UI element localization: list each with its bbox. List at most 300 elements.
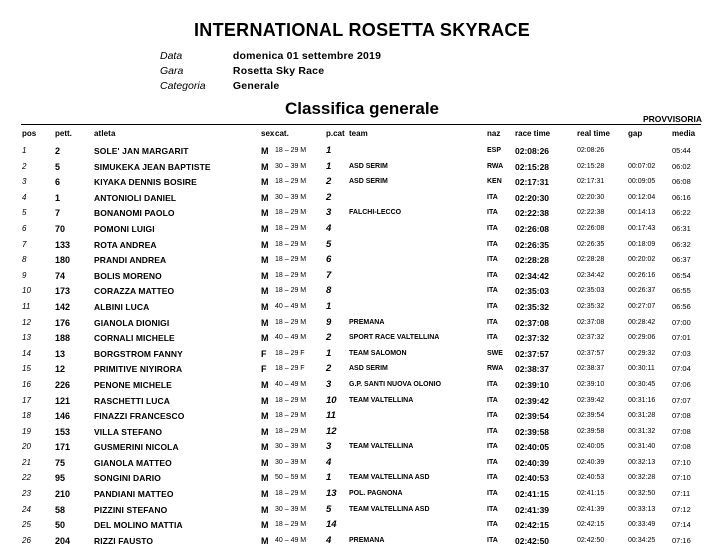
cell-athlete: ALBINI LUCA: [94, 301, 150, 312]
table-row: [0, 502, 724, 518]
cell-real-time: 02:38:37: [577, 365, 605, 373]
cell-bib: 153: [55, 426, 71, 437]
cell-category: 18 – 29 M: [275, 147, 307, 154]
table-row: [0, 237, 724, 253]
cell-cat-position: 2: [326, 176, 332, 188]
cell-bib: 204: [55, 535, 71, 546]
cell-position: 24: [22, 504, 31, 514]
cell-team: ASD SERIM: [349, 365, 388, 373]
cell-pace: 05:44: [672, 146, 691, 155]
cell-cat-position: 1: [326, 145, 332, 156]
cell-gap: 00:26:37: [628, 287, 656, 295]
cell-bib: 226: [55, 379, 71, 390]
col-sex: sex: [261, 129, 275, 138]
cell-athlete: SIMUKEKA JEAN BAPTISTE: [94, 161, 211, 172]
cell-sex: M: [261, 379, 269, 390]
cell-position: 9: [22, 270, 27, 280]
cell-position: 14: [22, 348, 31, 358]
cell-position: 6: [22, 223, 27, 233]
cell-bib: 2: [55, 146, 61, 156]
cell-category: 18 – 29 M: [275, 178, 307, 186]
cell-athlete: GUSMERINI NICOLA: [94, 442, 179, 453]
cell-real-time: 02:26:08: [577, 224, 605, 232]
cell-real-time: 02:37:32: [577, 334, 605, 342]
cell-athlete: ROTA ANDREA: [94, 239, 157, 250]
race-info: [160, 49, 381, 94]
info-race: [160, 64, 381, 79]
cell-position: 25: [22, 520, 31, 530]
cell-bib: 176: [55, 317, 71, 328]
table-row: [0, 517, 724, 533]
cell-cat-position: 11: [326, 410, 336, 422]
cell-position: 11: [22, 301, 31, 311]
cell-pace: 06:54: [672, 270, 691, 280]
cell-category: 18 – 29 M: [275, 209, 307, 217]
cell-category: 18 – 29 M: [275, 318, 307, 326]
cell-sex: M: [261, 255, 269, 266]
cell-team: TEAM VALTELLINA ASD: [349, 505, 430, 513]
cell-nation: ITA: [487, 209, 498, 217]
cell-real-time: 02:26:35: [577, 240, 605, 248]
table-row: [0, 268, 724, 284]
cell-pace: 07:06: [672, 379, 691, 389]
cell-pace: 07:08: [672, 411, 691, 421]
cell-real-time: 02:40:05: [577, 443, 605, 451]
info-value: domenica 01 settembre 2019: [232, 50, 382, 62]
cell-real-time: 02:41:39: [577, 505, 605, 513]
col-team: team: [349, 129, 368, 138]
cell-nation: ITA: [487, 474, 498, 482]
provisional-label: PROVVISORIA: [642, 114, 702, 124]
cell-cat-position: 12: [326, 425, 337, 437]
cell-real-time: 02:39:54: [577, 412, 605, 420]
cell-nation: ITA: [487, 193, 498, 201]
cell-athlete: PRANDI ANDREA: [94, 255, 167, 266]
cell-bib: 7: [55, 208, 61, 219]
cell-sex: M: [261, 426, 269, 437]
cell-race-time: 02:40:39: [515, 457, 550, 468]
cell-pace: 06:22: [672, 208, 691, 218]
cell-cat-position: 2: [326, 191, 332, 203]
cell-athlete: GIANOLA MATTEO: [94, 457, 172, 468]
race-title: INTERNATIONAL ROSETTA SKYRACE: [193, 20, 531, 40]
table-row: [0, 361, 724, 377]
table-row: [0, 221, 724, 237]
cell-athlete: CORNALI MICHELE: [94, 333, 175, 344]
info-category: [160, 79, 381, 94]
cell-bib: 70: [55, 223, 66, 234]
cell-race-time: 02:41:39: [515, 504, 550, 515]
cell-nation: ITA: [487, 536, 498, 544]
cell-sex: M: [261, 270, 269, 281]
cell-nation: ITA: [487, 287, 498, 295]
cell-cat-position: 2: [326, 363, 332, 375]
cell-sex: M: [261, 239, 269, 250]
cell-gap: 00:32:28: [628, 474, 656, 482]
cell-race-time: 02:40:53: [515, 473, 550, 484]
cell-athlete: CORAZZA MATTEO: [94, 286, 175, 297]
cell-real-time: 02:41:15: [577, 490, 605, 498]
cell-bib: 133: [55, 239, 71, 250]
cell-sex: M: [261, 208, 269, 219]
cell-real-time: 02:39:42: [577, 396, 605, 404]
cell-athlete: SONGINI DARIO: [94, 473, 161, 484]
cell-gap: 00:09:05: [628, 178, 656, 186]
cell-nation: ITA: [487, 443, 498, 451]
cell-category: 18 – 29 M: [275, 490, 307, 498]
col-bib: pett.: [55, 129, 72, 138]
cell-cat-position: 8: [326, 285, 332, 297]
table-row: [0, 408, 724, 424]
cell-sex: M: [261, 457, 269, 468]
cell-race-time: 02:39:54: [515, 411, 550, 422]
cell-sex: M: [261, 146, 269, 156]
cell-race-time: 02:39:42: [515, 395, 550, 406]
cell-nation: ITA: [487, 458, 498, 466]
cell-pace: 07:08: [672, 442, 691, 452]
cell-category: 18 – 29 M: [275, 224, 307, 232]
cell-pace: 06:02: [672, 161, 691, 171]
cell-pace: 07:10: [672, 457, 691, 467]
cell-cat-position: 3: [326, 378, 332, 390]
cell-category: 30 – 39 M: [275, 458, 307, 466]
cell-cat-position: 1: [326, 160, 332, 172]
cell-bib: 173: [55, 286, 71, 297]
cell-position: 18: [22, 411, 31, 421]
cell-athlete: FINAZZI FRANCESCO: [94, 411, 185, 422]
cell-athlete: BORGSTROM FANNY: [94, 348, 183, 359]
cell-race-time: 02:28:28: [515, 255, 550, 266]
cell-sex: M: [261, 395, 269, 406]
cell-position: 19: [22, 426, 31, 436]
cell-gap: 00:33:13: [628, 505, 656, 513]
cell-category: 18 – 29 M: [275, 427, 307, 435]
cell-cat-position: 4: [326, 222, 332, 234]
cell-team: PREMANA: [349, 536, 385, 544]
cell-race-time: 02:26:08: [515, 223, 550, 234]
cell-position: 7: [22, 239, 27, 249]
cell-race-time: 02:26:35: [515, 239, 550, 250]
cell-real-time: 02:37:08: [577, 318, 605, 326]
cell-position: 13: [22, 333, 31, 343]
cell-race-time: 02:35:32: [515, 301, 550, 312]
cell-athlete: RASCHETTI LUCA: [94, 395, 171, 406]
cell-category: 30 – 39 M: [275, 162, 307, 170]
cell-nation: ITA: [487, 396, 498, 404]
cell-team: TEAM VALTELLINA ASD: [349, 474, 430, 482]
cell-nation: ITA: [487, 427, 498, 435]
table-row: [0, 190, 724, 206]
cell-sex: M: [261, 286, 269, 297]
col-cat-position: p.cat: [326, 129, 345, 138]
col-real-time: real time: [577, 129, 610, 138]
cell-athlete: PIZZINI STEFANO: [94, 504, 168, 515]
cell-sex: M: [261, 504, 269, 515]
cell-bib: 58: [55, 504, 66, 515]
cell-race-time: 02:39:58: [515, 426, 550, 437]
cell-cat-position: 5: [326, 238, 332, 250]
cell-cat-position: 6: [326, 254, 332, 266]
cell-category: 18 – 29 M: [275, 240, 307, 248]
cell-gap: 00:31:32: [628, 427, 656, 435]
cell-gap: 00:12:04: [628, 193, 656, 201]
cell-real-time: 02:35:03: [577, 287, 605, 295]
table-row: [0, 299, 724, 315]
cell-pace: 06:31: [672, 223, 691, 233]
cell-nation: ITA: [487, 490, 498, 498]
cell-position: 5: [22, 208, 27, 218]
cell-bib: 188: [55, 333, 71, 344]
cell-gap: 00:17:43: [628, 224, 656, 232]
cell-real-time: 02:42:15: [577, 521, 605, 529]
ranking-title: Classifica generale: [284, 99, 440, 118]
cell-gap: 00:32:50: [628, 490, 656, 498]
cell-pace: 07:14: [672, 520, 691, 530]
cell-race-time: 02:08:26: [515, 146, 550, 156]
cell-sex: M: [261, 411, 269, 422]
cell-team: G.P. SANTI NUOVA OLONIO: [349, 380, 442, 388]
cell-gap: 00:30:45: [628, 380, 656, 388]
cell-bib: 1: [55, 192, 61, 203]
table-row: [0, 424, 724, 440]
cell-team: TEAM VALTELLINA: [349, 443, 414, 451]
cell-sex: F: [261, 364, 267, 375]
table-row: [0, 315, 724, 331]
table-row: [0, 455, 724, 471]
col-pace: media: [672, 129, 696, 138]
cell-sex: M: [261, 520, 269, 531]
cell-real-time: 02:08:26: [577, 147, 605, 154]
cell-sex: M: [261, 177, 269, 188]
cell-athlete: PENONE MICHELE: [94, 379, 172, 390]
cell-nation: ITA: [487, 302, 498, 310]
cell-real-time: 02:28:28: [577, 256, 605, 264]
cell-bib: 121: [55, 395, 71, 406]
cell-pace: 07:03: [672, 348, 691, 358]
cell-bib: 180: [55, 255, 71, 266]
cell-bib: 146: [55, 411, 71, 422]
cell-athlete: BOLIS MORENO: [94, 270, 162, 281]
cell-cat-position: 13: [326, 488, 337, 500]
cell-position: 20: [22, 442, 31, 452]
cell-race-time: 02:22:38: [515, 208, 550, 219]
cell-gap: 00:33:49: [628, 521, 656, 529]
cell-nation: ESP: [487, 147, 502, 154]
cell-nation: ITA: [487, 318, 498, 326]
cell-category: 30 – 39 M: [275, 193, 307, 201]
cell-category: 40 – 49 M: [275, 334, 307, 342]
cell-team: FALCHI-LECCO: [349, 209, 402, 217]
cell-position: 23: [22, 489, 31, 499]
cell-nation: ITA: [487, 412, 498, 420]
table-row: [0, 439, 724, 455]
col-category: cat.: [275, 129, 289, 138]
table-row: [0, 143, 724, 159]
cell-pace: 06:32: [672, 239, 691, 249]
cell-pace: 07:01: [672, 333, 691, 343]
info-label: Categoria: [160, 80, 206, 92]
cell-gap: 00:28:42: [628, 318, 656, 326]
cell-sex: M: [261, 161, 269, 172]
cell-position: 16: [22, 379, 31, 389]
cell-pace: 06:16: [672, 192, 691, 202]
cell-cat-position: 5: [326, 503, 332, 515]
table-header: [0, 125, 724, 143]
cell-athlete: DEL MOLINO MATTIA: [94, 520, 183, 531]
cell-real-time: 02:35:32: [577, 302, 605, 310]
table-row: [0, 486, 724, 502]
cell-real-time: 02:40:53: [577, 474, 605, 482]
table-row: [0, 283, 724, 299]
cell-bib: 75: [55, 457, 66, 468]
cell-real-time: 02:17:31: [577, 178, 605, 186]
cell-gap: 00:30:11: [628, 365, 655, 373]
cell-sex: M: [261, 301, 269, 312]
cell-position: 2: [22, 161, 27, 171]
cell-category: 30 – 39 M: [275, 443, 307, 451]
cell-category: 40 – 49 M: [275, 536, 307, 544]
cell-race-time: 02:17:31: [515, 177, 550, 188]
cell-category: 18 – 29 F: [275, 349, 305, 357]
cell-race-time: 02:15:28: [515, 161, 550, 172]
cell-real-time: 02:39:58: [577, 427, 605, 435]
cell-pace: 07:16: [672, 535, 691, 545]
cell-position: 17: [22, 395, 31, 405]
info-date: [160, 49, 381, 64]
cell-team: TEAM SALOMON: [349, 349, 407, 357]
cell-category: 18 – 29 M: [275, 521, 307, 529]
cell-team: ASD SERIM: [349, 162, 388, 170]
cell-bib: 210: [55, 489, 71, 500]
table-row: [0, 393, 724, 409]
cell-nation: ITA: [487, 380, 498, 388]
cell-position: 22: [22, 473, 31, 483]
cell-bib: 50: [55, 520, 66, 531]
cell-sex: F: [261, 348, 267, 359]
col-pos: pos: [22, 129, 37, 138]
cell-athlete: VILLA STEFANO: [94, 426, 163, 437]
cell-gap: 00:31:28: [628, 412, 656, 420]
cell-sex: M: [261, 333, 269, 344]
cell-gap: 00:31:40: [628, 443, 656, 451]
cell-nation: KEN: [487, 178, 502, 186]
cell-real-time: 02:34:42: [577, 271, 605, 279]
cell-race-time: 02:35:03: [515, 286, 550, 297]
cell-position: 26: [22, 535, 31, 545]
cell-athlete: GIANOLA DIONIGI: [94, 317, 170, 328]
cell-cat-position: 1: [326, 300, 332, 312]
cell-category: 18 – 29 M: [275, 287, 307, 295]
cell-category: 18 – 29 M: [275, 271, 307, 279]
cell-race-time: 02:39:10: [515, 379, 550, 390]
cell-gap: 00:29:06: [628, 334, 656, 342]
cell-bib: 142: [55, 301, 71, 312]
cell-real-time: 02:15:28: [577, 162, 605, 170]
cell-gap: 00:07:02: [628, 162, 656, 170]
cell-pace: 07:12: [672, 504, 691, 514]
cell-athlete: KIYAKA DENNIS BOSIRE: [94, 177, 197, 188]
cell-position: 1: [22, 146, 27, 155]
results-table: [0, 125, 724, 548]
cell-category: 18 – 29 F: [275, 365, 305, 373]
cell-athlete: PANDIANI MATTEO: [94, 489, 174, 500]
cell-race-time: 02:20:30: [515, 192, 550, 203]
cell-sex: M: [261, 535, 269, 546]
cell-pace: 07:11: [672, 489, 691, 499]
table-row: [0, 330, 724, 346]
table-row: [0, 205, 724, 221]
cell-cat-position: 3: [326, 441, 332, 453]
cell-nation: RWA: [487, 162, 504, 170]
cell-pace: 06:37: [672, 255, 691, 265]
cell-gap: 00:29:32: [628, 349, 656, 357]
cell-race-time: 02:34:42: [515, 270, 550, 281]
col-athlete: atleta: [94, 129, 116, 138]
cell-cat-position: 4: [326, 456, 332, 468]
cell-athlete: PRIMITIVE NIYIRORA: [94, 364, 183, 375]
cell-cat-position: 9: [326, 316, 332, 328]
cell-pace: 07:04: [672, 364, 691, 374]
cell-gap: 00:14:13: [628, 209, 656, 217]
cell-real-time: 02:37:57: [577, 349, 605, 357]
cell-race-time: 02:40:05: [515, 442, 550, 453]
cell-category: 30 – 39 M: [275, 505, 307, 513]
cell-gap: 00:20:02: [628, 256, 656, 264]
cell-position: 4: [22, 192, 27, 202]
cell-position: 10: [22, 286, 31, 296]
cell-gap: 00:32:13: [628, 458, 656, 466]
info-value: Generale: [232, 80, 280, 92]
cell-bib: 5: [55, 161, 61, 172]
cell-bib: 171: [55, 442, 71, 453]
cell-nation: ITA: [487, 334, 498, 342]
cell-position: 15: [22, 364, 31, 374]
cell-race-time: 02:38:37: [515, 364, 550, 375]
cell-bib: 6: [55, 177, 61, 188]
cell-nation: ITA: [487, 240, 498, 248]
cell-athlete: POMONI LUIGI: [94, 223, 155, 234]
cell-real-time: 02:42:50: [577, 536, 605, 544]
cell-cat-position: 10: [326, 394, 337, 406]
cell-pace: 06:56: [672, 301, 691, 311]
cell-gap: 00:26:16: [628, 271, 656, 279]
cell-gap: 00:34:25: [628, 536, 656, 544]
cell-nation: ITA: [487, 224, 498, 232]
cell-nation: ITA: [487, 521, 498, 529]
cell-team: ASD SERIM: [349, 178, 388, 186]
cell-bib: 74: [55, 270, 66, 281]
cell-category: 50 – 59 M: [275, 474, 307, 482]
col-gap: gap: [628, 129, 643, 138]
cell-race-time: 02:37:57: [515, 348, 550, 359]
cell-team: PREMANA: [349, 318, 385, 326]
table-row: [0, 346, 724, 362]
cell-real-time: 02:22:38: [577, 209, 605, 217]
table-row: [0, 252, 724, 268]
cell-cat-position: 2: [326, 332, 332, 344]
cell-team: SPORT RACE VALTELLINA: [349, 334, 440, 342]
cell-sex: M: [261, 473, 269, 484]
cell-pace: 07:07: [672, 395, 691, 405]
cell-cat-position: 14: [326, 519, 337, 531]
cell-sex: M: [261, 489, 269, 500]
cell-pace: 07:10: [672, 473, 691, 483]
cell-athlete: ANTONIOLI DANIEL: [94, 192, 177, 203]
cell-race-time: 02:42:15: [515, 520, 550, 531]
cell-race-time: 02:42:50: [515, 535, 550, 546]
cell-category: 18 – 29 M: [275, 256, 307, 264]
table-row: [0, 533, 724, 548]
